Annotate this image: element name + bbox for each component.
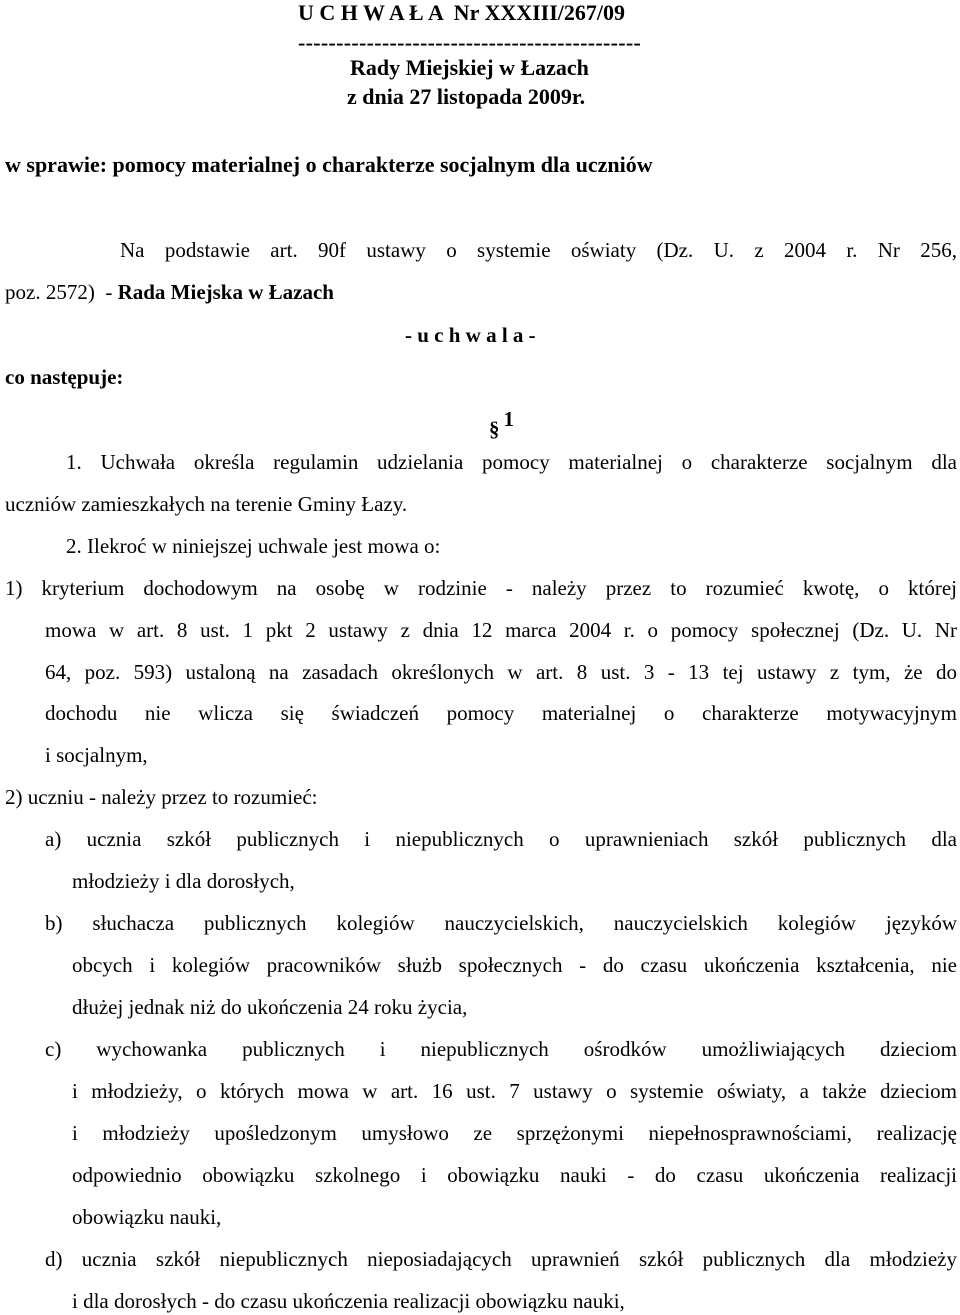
item-2b-line-2: obcych i kolegiów pracowników służb społecznych - do czasu ukończenia kształcenia, nie: [72, 953, 957, 977]
item-2b-line-3: dłużej jednak niż do ukończenia 24 roku życia,: [72, 995, 468, 1019]
title-underline-dashes: ---------------------------------------------: [298, 30, 642, 55]
item-2a-line-1: a) ucznia szkół publicznych i niepublicznych o uprawnieniach szkół publicznych dla: [45, 827, 957, 851]
preamble-line-2: [5, 279, 334, 305]
resolves-heading: - u c h w a l a -: [405, 323, 536, 347]
section-number: 1: [503, 407, 514, 431]
item-2d-line-2: i dla dorosłych - do czasu ukończenia realizacji obowiązku nauki,: [72, 1289, 625, 1313]
item-2c-line-4: odpowiednio obowiązku szkolnego i obowiązku nauki - do czasu ukończenia realizacji: [72, 1163, 957, 1187]
section-heading: [489, 406, 514, 441]
item-2c-line-2: i młodzieży, o których mowa w art. 16 ust. 7 ustawy o systemie oświaty, a także dzieciom: [72, 1079, 957, 1103]
item-2c-line-5: obowiązku nauki,: [72, 1205, 222, 1229]
item-1-line-4: dochodu nie wlicza się świadczeń pomocy materialnej o charakterze motywacyjnym: [45, 701, 957, 725]
paragraph-1-line-1: 1. Uchwała określa regulamin udzielania pomocy materialnej o charakterze socjalnym dla: [66, 450, 957, 474]
item-2a-line-2: młodzieży i dla dorosłych,: [72, 869, 295, 893]
as-follows-label: co następuje:: [5, 365, 124, 389]
paragraph-1-line-2: uczniów zamieszkałych na terenie Gminy Łazy.: [5, 492, 408, 516]
resolution-subject: w sprawie: pomocy materialnej o charakterze socjalnym dla uczniów: [5, 152, 653, 177]
section-symbol: §: [489, 417, 500, 441]
paragraph-2: 2. Ilekroć w niniejszej uchwale jest mowa o:: [66, 534, 441, 558]
preamble-line-1: Na podstawie art. 90f ustawy o systemie oświaty (Dz. U. z 2004 r. Nr 256,: [120, 238, 957, 262]
preamble-reference: poz. 2572) -: [5, 280, 118, 304]
item-2d-line-1: d) ucznia szkół niepublicznych nieposiadających uprawnień szkół publicznych dla młodzieży: [45, 1247, 957, 1271]
item-2b-line-1: b) słuchacza publicznych kolegiów nauczycielskich, nauczycielskich kolegiów języków: [45, 911, 957, 935]
item-2: 2) uczniu - należy przez to rozumieć:: [5, 785, 318, 809]
item-1-line-1: 1) kryterium dochodowym na osobę w rodzinie - należy przez to rozumieć kwotę, o której: [5, 576, 957, 600]
item-1-line-3: 64, poz. 593) ustaloną na zasadach określonych w art. 8 ust. 3 - 13 tej ustawy z tym, że do: [45, 660, 957, 684]
item-1-line-2: mowa w art. 8 ust. 1 pkt 2 ustawy z dnia 12 marca 2004 r. o pomocy społecznej (Dz. U. Nr: [45, 618, 957, 642]
item-2c-line-1: c) wychowanka publicznych i niepublicznych ośrodków umożliwiających dzieciom: [45, 1037, 957, 1061]
council-subject: Rada Miejska w Łazach: [117, 280, 334, 304]
resolution-title: U C H W A Ł A Nr XXXIII/267/09: [298, 0, 626, 25]
item-2c-line-3: i młodzieży upośledzonym umysłowo ze sprzężonymi niepełnosprawnościami, realizację: [72, 1121, 957, 1145]
item-1-line-5: i socjalnym,: [45, 743, 148, 767]
resolution-date: z dnia 27 listopada 2009r.: [347, 84, 586, 109]
council-name: Rady Miejskiej w Łazach: [350, 55, 589, 80]
